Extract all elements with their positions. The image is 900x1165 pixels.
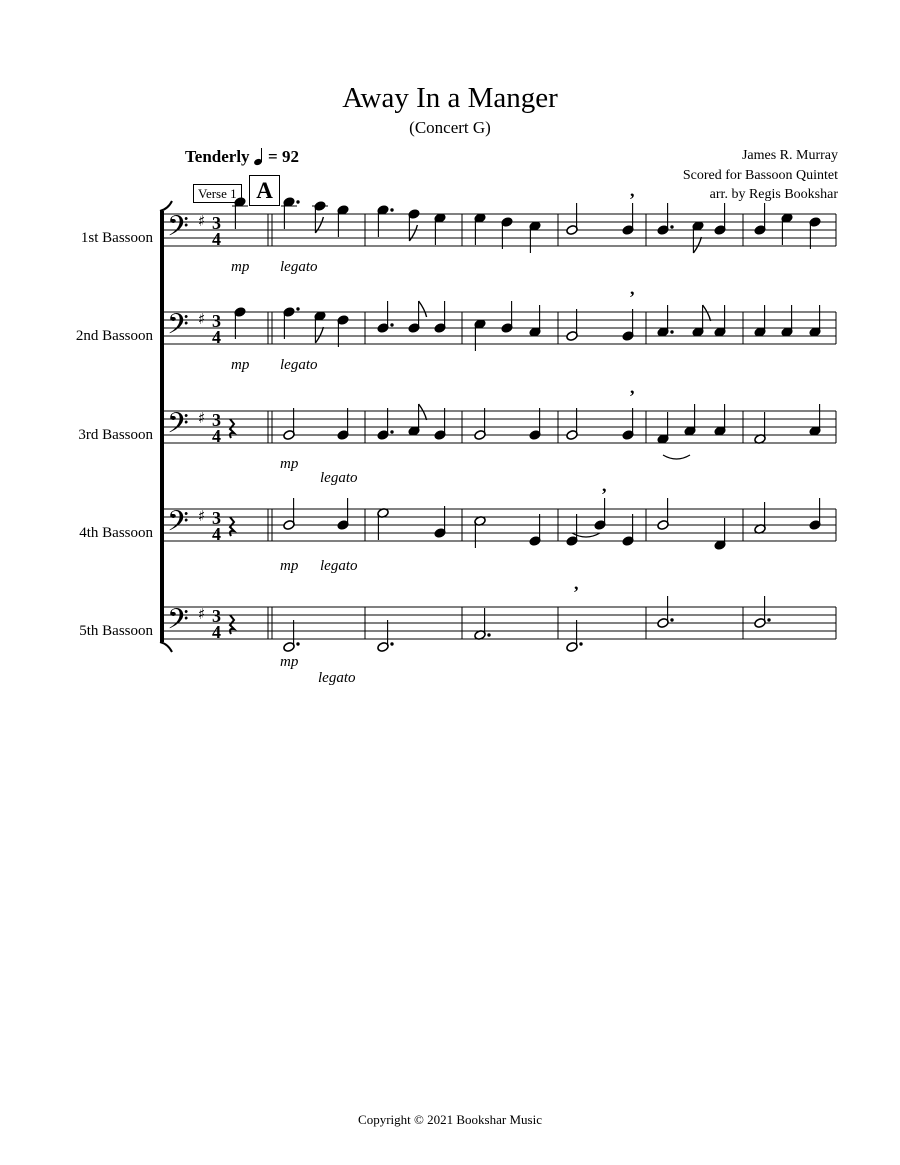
note-quarter (234, 307, 246, 339)
note-dquarter (283, 307, 300, 339)
dynamic-mark-2: mp (231, 357, 250, 373)
staff-label-5: 5th Bassoon (79, 623, 153, 639)
note-half (566, 408, 578, 440)
tempo-text: Tenderly (185, 147, 250, 166)
note-dquarter (657, 203, 674, 235)
note-quarter (594, 475, 607, 530)
note-quarter (714, 305, 726, 337)
note-half (377, 508, 389, 540)
dot (767, 618, 770, 621)
note-quarter (809, 404, 821, 436)
time-signature-top: 3 (212, 311, 221, 331)
time-signature-bottom: 4 (212, 524, 221, 544)
flag (409, 225, 417, 241)
note-quarter (529, 408, 541, 440)
bass-clef-icon: 𝄢 (167, 505, 189, 545)
breath-mark: , (630, 377, 635, 397)
note-quarter (809, 217, 821, 249)
note-quarter (781, 305, 793, 337)
note-quarter (754, 305, 766, 337)
note-half (566, 309, 578, 341)
note-dhalf (754, 596, 771, 628)
dynamic-mark-3: mp (280, 456, 299, 472)
flag (315, 217, 323, 233)
note-quarter (434, 408, 446, 440)
note-quarter (809, 498, 821, 530)
dynamic-mark-4: mp (280, 558, 299, 574)
staff-label-2: 2nd Bassoon (75, 328, 153, 344)
time-signature-bottom: 4 (212, 426, 221, 446)
note-quarter (529, 221, 541, 253)
note-half (754, 412, 766, 444)
dot (670, 225, 673, 228)
flag (703, 305, 711, 321)
note-dquarter (377, 408, 394, 440)
note-dhalf (474, 608, 491, 640)
bass-clef-icon: 𝄢 (167, 407, 189, 447)
expression-mark-1: legato (280, 259, 318, 275)
note-quarter (566, 514, 578, 546)
dot (487, 633, 490, 636)
dot (296, 642, 299, 645)
note-quarter (337, 315, 349, 347)
bass-clef-icon: 𝄢 (167, 308, 189, 348)
note-quarter (529, 305, 541, 337)
note-quarter (754, 203, 766, 235)
note-quarter (434, 506, 446, 538)
note-dhalf (566, 573, 583, 652)
sharp-icon: ♯ (198, 507, 206, 525)
sharp-icon: ♯ (198, 212, 206, 230)
time-signature-bottom: 4 (212, 229, 221, 249)
note-half (474, 516, 486, 548)
time-signature-top: 3 (212, 213, 221, 233)
note-quarter (434, 213, 446, 245)
note-eighth (692, 221, 704, 253)
note-eighth (692, 305, 711, 337)
note-half (474, 408, 486, 440)
flag (315, 327, 323, 343)
dot (670, 330, 673, 333)
tempo-bpm: = 92 (268, 147, 299, 166)
staff-label-1: 1st Bassoon (80, 230, 153, 246)
sharp-icon: ♯ (198, 409, 206, 427)
note-quarter (501, 217, 513, 249)
sharp-icon: ♯ (198, 605, 206, 623)
note-eighth (408, 209, 420, 241)
dot (670, 618, 673, 621)
note-quarter (657, 412, 669, 444)
dot (579, 642, 582, 645)
note-dhalf (283, 620, 300, 652)
notes (230, 180, 821, 652)
note-quarter (622, 278, 635, 341)
note-quarter (781, 213, 793, 245)
time-signature-bottom: 4 (212, 622, 221, 642)
note-dhalf (657, 596, 674, 628)
note-quarter (337, 205, 349, 237)
note-dhalf (377, 620, 394, 652)
expression-mark-5: legato (318, 670, 356, 686)
staff-label-4: 4th Bassoon (79, 525, 153, 541)
breath-mark: , (574, 573, 579, 593)
bracket-bottom-hook (160, 642, 172, 652)
time-signature-top: 3 (212, 508, 221, 528)
note-quarter (434, 301, 446, 333)
verse-label: Verse 1 (193, 184, 242, 203)
note-half (283, 498, 295, 530)
note-eighth (408, 301, 427, 333)
time-signature-top: 3 (212, 410, 221, 430)
note-quarter (622, 377, 635, 440)
dot (390, 208, 393, 211)
note-quarter (714, 518, 726, 550)
note-quarter (622, 514, 634, 546)
staff-lines (160, 201, 836, 652)
flag (419, 404, 427, 420)
bass-clef-icon: 𝄢 (167, 210, 189, 250)
time-signature-bottom: 4 (212, 327, 221, 347)
staff-label-3: 3rd Bassoon (78, 427, 153, 443)
scoring-note: Scored for Bassoon Quintet (682, 167, 838, 183)
dot (296, 200, 299, 203)
score-subtitle: (Concert G) (409, 118, 491, 137)
note-half (283, 408, 295, 440)
dot (390, 323, 393, 326)
note-half (754, 502, 766, 534)
note-quarter (232, 197, 248, 229)
note-quarter (474, 319, 486, 351)
arranger: arr. by Regis Bookshar (709, 187, 838, 202)
note-eighth (314, 311, 326, 343)
flag (693, 237, 701, 253)
slur (663, 455, 690, 459)
copyright-footer: Copyright © 2021 Bookshar Music (358, 1112, 542, 1127)
note-dquarter (281, 197, 300, 229)
note-quarter (714, 203, 726, 235)
breath-mark: , (602, 475, 607, 495)
score-title: Away In a Manger (342, 82, 558, 114)
note-quarter (337, 498, 349, 530)
expression-mark-3: legato (320, 470, 358, 486)
note-half (566, 203, 578, 235)
note-eighth (312, 201, 328, 233)
bass-clef-icon: 𝄢 (167, 603, 189, 643)
sharp-icon: ♯ (198, 310, 206, 328)
expression-mark-2: legato (280, 357, 318, 373)
rehearsal-mark: A (249, 175, 280, 206)
composer: James R. Murray (741, 148, 838, 163)
expression-mark-4: legato (320, 558, 358, 574)
note-dquarter (377, 301, 394, 333)
note-quarter (474, 213, 486, 245)
note-quarter (337, 408, 349, 440)
note-quarter (684, 404, 696, 436)
dynamic-mark-5: mp (280, 654, 299, 670)
breath-mark: , (630, 278, 635, 298)
note-quarter (714, 404, 726, 436)
note-dquarter (657, 305, 674, 337)
note-quarter (622, 180, 635, 235)
note-quarter (501, 301, 513, 333)
note-eighth (408, 404, 427, 436)
dot (390, 430, 393, 433)
dot (296, 307, 299, 310)
note-quarter (809, 305, 821, 337)
dynamic-mark-1: mp (231, 259, 250, 275)
note-quarter (529, 514, 541, 546)
dot (390, 642, 393, 645)
note-dquarter (377, 205, 394, 237)
flag (419, 301, 427, 317)
breath-mark: , (630, 180, 635, 200)
note-half (657, 498, 669, 530)
time-signature-top: 3 (212, 606, 221, 626)
